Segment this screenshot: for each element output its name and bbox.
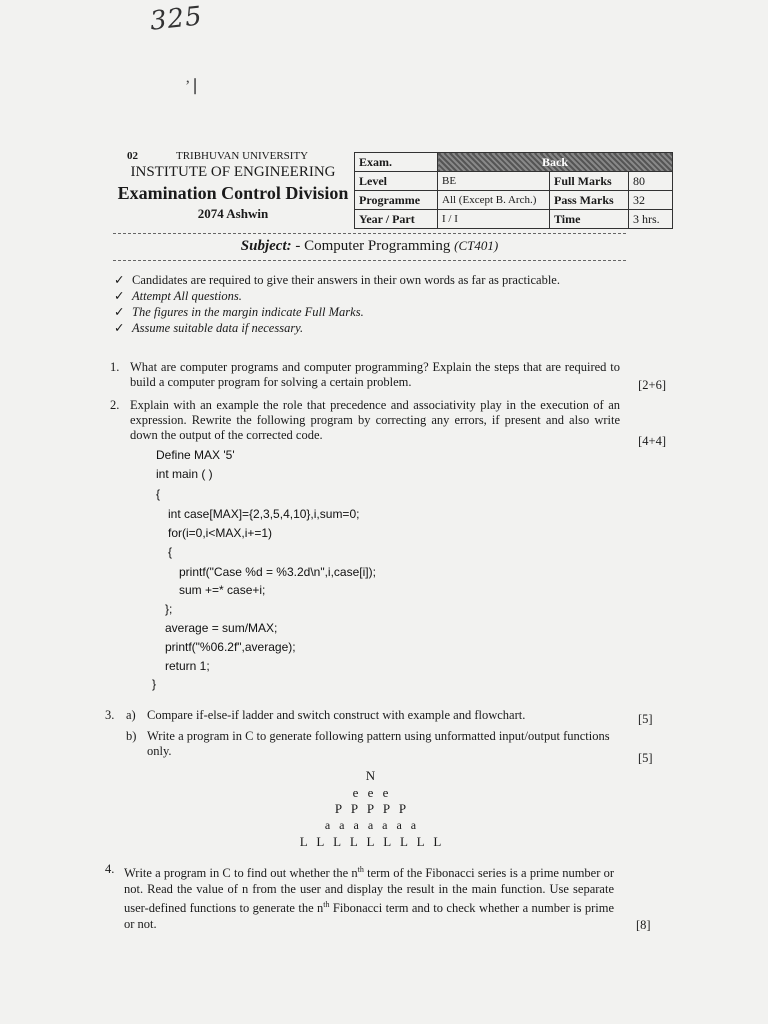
code-line: int case[MAX]={2,3,5,4,10},i,sum=0; bbox=[168, 507, 360, 521]
time-value: 3 hrs. bbox=[629, 210, 673, 229]
check-icon: ✓ bbox=[114, 305, 125, 319]
pattern-row: a a a a a a a bbox=[324, 818, 420, 832]
exam-session: 2074 Ashwin bbox=[197, 206, 269, 221]
subject-line bbox=[113, 238, 626, 255]
question-3a-marks: [5] bbox=[638, 712, 653, 726]
question-1: 1. What are computer programs and computer programming? Explain the steps that are required to build a computer program for solving a certain problem. [2+6] bbox=[110, 360, 666, 392]
question-3a-text: Compare if-else-if ladder and switch construct with example and flowchart. bbox=[147, 708, 526, 722]
check-icon: ✓ bbox=[114, 321, 125, 335]
question-4-number: 4. bbox=[105, 862, 115, 876]
divider bbox=[113, 233, 626, 234]
subject-code: (CT401) bbox=[454, 238, 499, 253]
question-2-text: Explain with an example the role that precedence and associativity play in the execution of an expression. Rewrite the following program by correcting any errors, if present and also write down the output of the corrected code. bbox=[130, 398, 620, 442]
question-3b-marks: [5] bbox=[638, 751, 653, 765]
pen-mark: ʼ ⎸ bbox=[185, 78, 211, 95]
exam-info-table bbox=[354, 152, 673, 229]
university-name: TRIBHUVAN UNIVERSITY bbox=[176, 150, 309, 162]
question-3a-label: a) bbox=[126, 708, 136, 722]
question-3-number: 3. bbox=[105, 708, 115, 722]
code-line: { bbox=[156, 487, 161, 501]
code-line: } bbox=[152, 677, 157, 691]
code-line: printf("%06.2f",average); bbox=[165, 640, 296, 654]
handwritten-number: 325 bbox=[148, 1, 205, 37]
pattern-row: N bbox=[365, 768, 379, 783]
subject-name: - Computer Programming bbox=[295, 238, 451, 254]
division-name: Examination Control Division bbox=[117, 183, 349, 203]
check-icon: ✓ bbox=[114, 289, 125, 303]
pass-marks-value: 32 bbox=[629, 191, 673, 210]
code-line: { bbox=[168, 545, 173, 559]
question-3b-text: Write a program in C to generate following pattern using unformatted input/output functions only. bbox=[147, 729, 610, 758]
year-label: Year / Part bbox=[355, 210, 438, 229]
code-line: printf("Case %d = %3.2d\n",i,case[i]); bbox=[179, 565, 376, 579]
code-line: average = sum/MAX; bbox=[165, 621, 278, 635]
question-2: 2. Explain with an example the role that precedence and associativity play in the execution of an expression. Rewrite the following program by correcting any errors, if present and also write down the output of the corrected code. [4+4] bbox=[110, 398, 666, 448]
instruction-4: ✓ Assume suitable data if necessary. bbox=[114, 321, 304, 335]
question-4-text: Write a program in C to find out whether the $n^{th}$ term of the Fibonacci series is a prime number or not. Read the value of n from the user and display the result in the main function. Use separate user-defined functions to generate the $n^{th}$ Fibonacci term and to check whether a number is prime or not. bbox=[124, 865, 614, 931]
divider bbox=[113, 260, 626, 261]
code-line: Define MAX '5' bbox=[156, 448, 235, 462]
check-icon: ✓ bbox=[114, 273, 125, 287]
code-line: sum +=* case+i; bbox=[179, 583, 266, 597]
code-line: int main ( ) bbox=[156, 467, 213, 481]
paper-code: 02 bbox=[127, 150, 138, 162]
pass-marks-label: Pass Marks bbox=[550, 191, 629, 210]
full-marks-value: 80 bbox=[629, 172, 673, 191]
subject-label: Subject: bbox=[240, 238, 292, 254]
question-1-marks: [2+6] bbox=[638, 378, 666, 392]
level-value: BE bbox=[438, 172, 550, 191]
institute-name: INSTITUTE OF ENGINEERING bbox=[130, 164, 336, 180]
full-marks-label: Full Marks bbox=[550, 172, 629, 191]
question-1-text: What are computer programs and computer programming? Explain the steps that are required to build a computer program for solving a certain problem. bbox=[130, 360, 620, 389]
year-value: I / I bbox=[438, 210, 550, 229]
pattern-row: L L L L L L L L L bbox=[299, 834, 445, 849]
pattern-row: P P P P P bbox=[334, 801, 410, 816]
question-2-marks: [4+4] bbox=[638, 434, 666, 448]
time-label: Time bbox=[550, 210, 629, 229]
code-line: return 1; bbox=[165, 659, 210, 673]
level-label: Level bbox=[355, 172, 438, 191]
instruction-1: ✓ Candidates are required to give their answers in their own words as far as practicable. bbox=[114, 273, 560, 287]
code-line: }; bbox=[165, 602, 173, 616]
instruction-2: ✓ Attempt All questions. bbox=[114, 289, 242, 303]
pattern-row: e e e bbox=[352, 785, 392, 800]
exam-value: Back bbox=[438, 153, 673, 172]
question-4-marks: [8] bbox=[636, 918, 651, 932]
question-3b-label: b) bbox=[126, 729, 137, 743]
instruction-3: ✓ The figures in the margin indicate Full Marks. bbox=[114, 305, 364, 319]
code-line: for(i=0,i<MAX,i+=1) bbox=[168, 526, 273, 540]
exam-label: Exam. bbox=[355, 153, 438, 172]
programme-label: Programme bbox=[355, 191, 438, 210]
programme-value: All (Except B. Arch.) bbox=[438, 191, 550, 210]
